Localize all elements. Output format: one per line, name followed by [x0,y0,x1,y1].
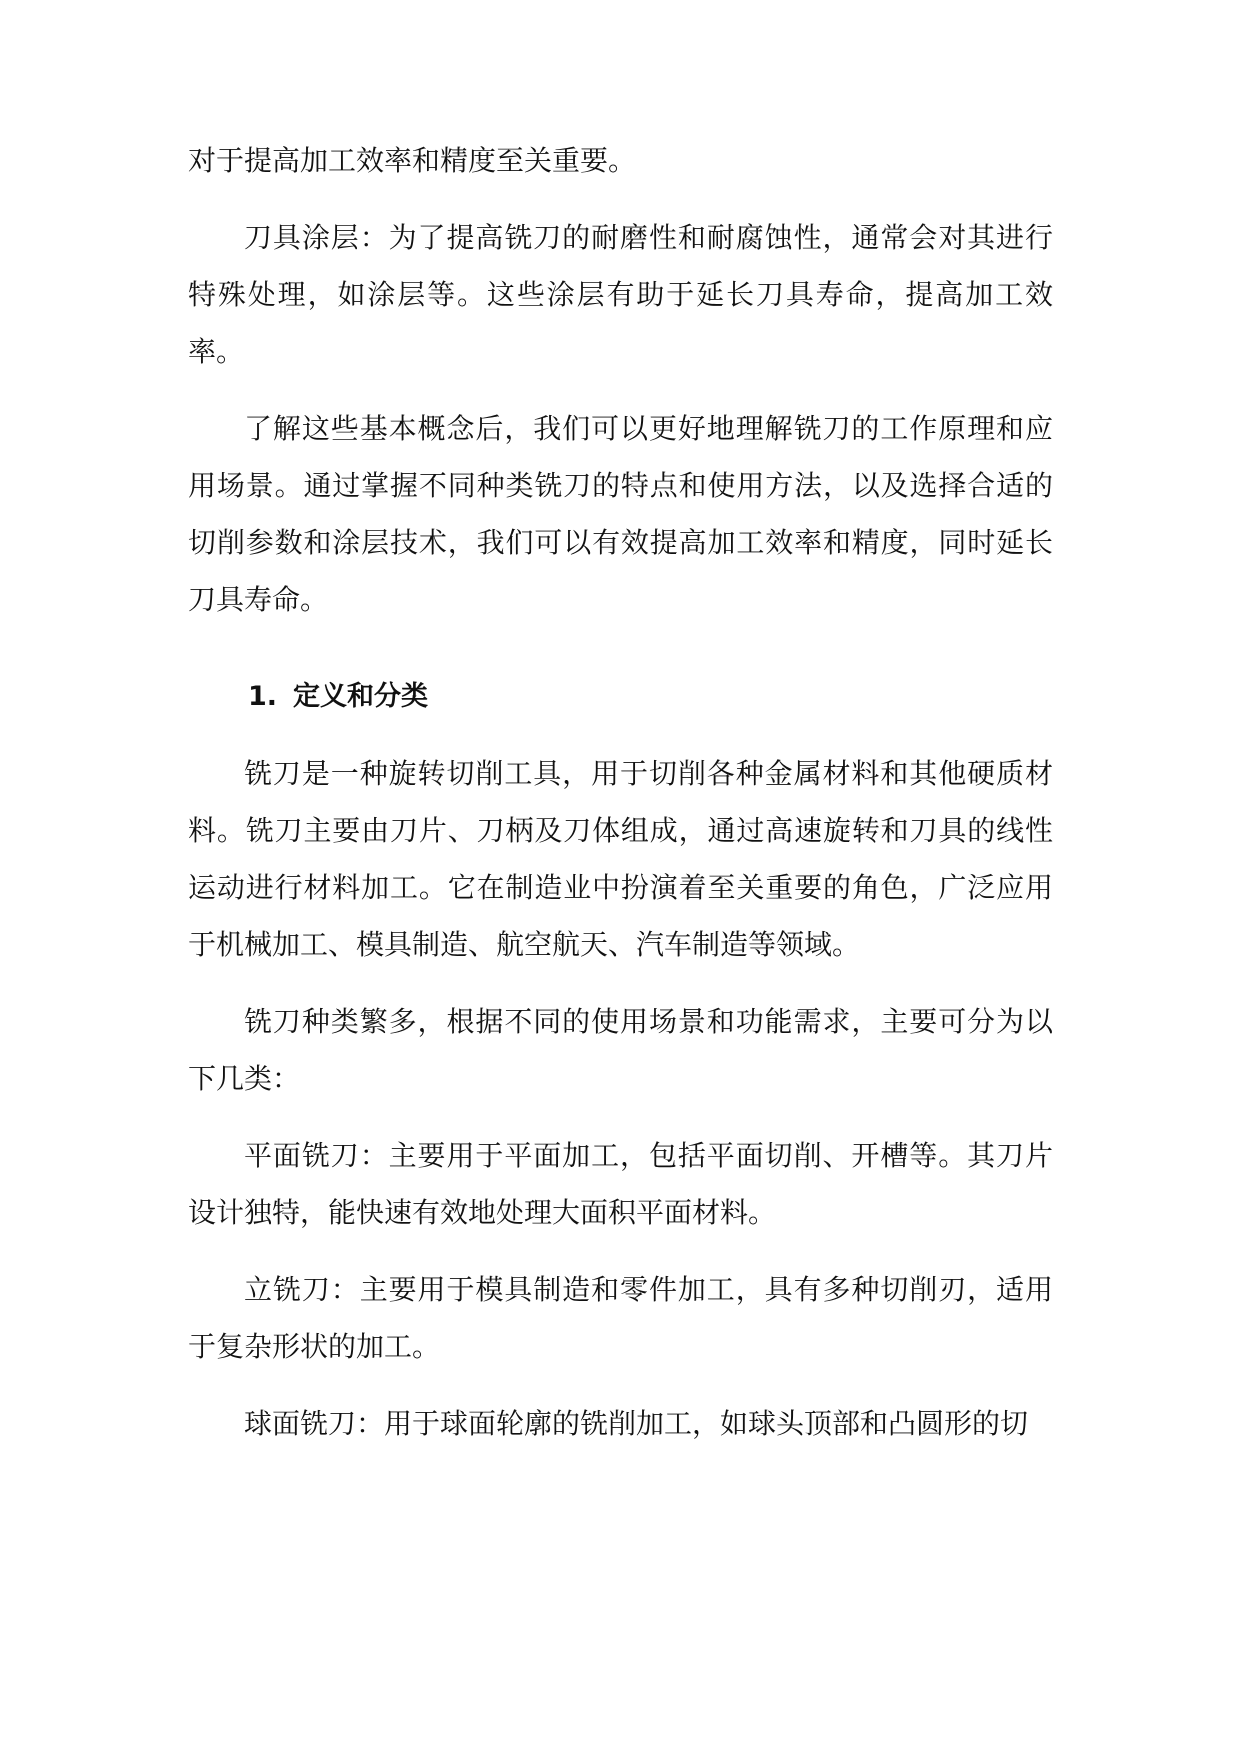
paragraph: 铣刀是一种旋转切削工具，用于切削各种金属材料和其他硬质材料。铣刀主要由刀片、刀柄及刀体组成，通过高速旋转和刀具的线性运动进行材料加工。它在制造业中扮演着至关重要的角色，广泛应用于机械加工、模具制造、航空航天、汽车制造等领域。 [188,757,1053,961]
section-number: 1. [248,681,278,712]
paragraph: 立铣刀：主要用于模具制造和零件加工，具有多种切削刃，适用于复杂形状的加工。 [188,1273,1053,1363]
paragraph: 平面铣刀：主要用于平面加工，包括平面切削、开槽等。其刀片设计独特，能快速有效地处理大面积平面材料。 [188,1139,1053,1229]
paragraph: 了解这些基本概念后，我们可以更好地理解铣刀的工作原理和应用场景。通过掌握不同种类铣刀的特点和使用方法，以及选择合适的切削参数和涂层技术，我们可以有效提高加工效率和精度，同时延长刀具寿命。 [188,412,1053,616]
section-heading [188,668,1053,725]
paragraph: 铣刀种类繁多，根据不同的使用场景和功能需求，主要可分为以下几类： [188,1005,1053,1095]
paragraph: 球面铣刀：用于球面轮廓的铣削加工，如球头顶部和凸圆形的切 [244,1407,1029,1440]
section-title: 定义和分类 [293,681,429,712]
paragraph: 刀具涂层：为了提高铣刀的耐磨性和耐腐蚀性，通常会对其进行特殊处理，如涂层等。这些涂层有助于延长刀具寿命，提高加工效率。 [188,221,1053,368]
paragraph: 对于提高加工效率和精度至关重要。 [188,144,637,177]
document-body [188,132,1053,1472]
